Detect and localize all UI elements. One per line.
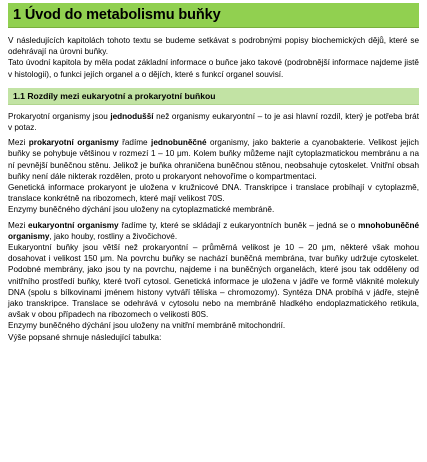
section-body [8, 111, 419, 343]
chapter-heading-text: 1 Úvod do metabolismu buňky [13, 7, 221, 23]
text-run: řadíme [118, 138, 152, 148]
text-run: než organismy eukaryontní – to je asi hlavní rozdíl, který je potřeba brát v potaz. [8, 111, 419, 133]
section-heading-text: 1.1 Rozdíly mezi eukaryotní a prokaryotní buňkou [13, 90, 216, 101]
text-run: řadíme ty, které se skládají z eukaryontních buněk – jedná se o [118, 220, 359, 230]
paragraph-eukaryote-description: Eukaryontní buňky jsou větší než prokaryontní – průměrná velikost je 10 – 20 μm, některé však mohou dosahovat i velikost 150 μm. Na povrchu buňky se nachází buněčná membrána, tvar buňky udržuje cytoskelet. Podobné membrány, jako jsou ty na povrchu, najdeme i na buněčných organelách, které jsou tak odděleny od vnitřního prostředí buňky, které tvoří cytosol. Genetická informace je uložena v jádře ve formě vláknité molekuly DNA (spolu s bílkovinami jménem histony vytváří tělíska – chromozomy). Syntéza DNA probíhá v jádře, stejně jako transkripce. Translace se odehrává v cytosolu nebo na membráně hladkého endoplazmatického retikula, avšak v obou případech na ribozomech o velikosti 80S. [8, 243, 419, 320]
paragraph-eukaryote-respiration: Enzymy buněčného dýchání jsou uloženy na vnitřní membráně mitochondrií. [8, 321, 286, 331]
document-page [0, 3, 427, 462]
intro-paragraph-2: Tato úvodní kapitola by měla podat základní informace o buňce jako takové (podrobnější informace najdeme jistě v histologii), o funkci jejích organel a o dějích, které s funkcí organel souvisí. [8, 58, 419, 79]
intro-block [8, 35, 419, 80]
paragraph-table-intro: Výše popsané shrnuje následující tabulka: [8, 332, 162, 342]
text-run: Mezi [8, 220, 29, 230]
paragraph-prokaryote-genetics: Genetická informace prokaryont je uložena v kružnicové DNA. Transkripce i translace probíhají v cytoplazmě, translace konkrétně na ribozomech, které mají velikost 70S. [8, 183, 419, 204]
bold-term: mnohobuněčné organismy [8, 220, 420, 241]
bold-term: jednodušší [110, 111, 154, 121]
text-run: Mezi [8, 138, 29, 148]
chapter-heading [8, 3, 419, 28]
text-run: Prokaryotní organismy jsou [8, 111, 111, 121]
bold-term: jednobuněčné [151, 138, 207, 148]
text-run: organismy, jako bakterie a cyanobakterie. Velikost jejich buňky se pohybuje většinou v rozmezí 1 – 10 μm. Kolem buňky můžeme najít cytoplazmatickou membránu a na ní pevnější buněčnou stěnu. Jelikož je buňka ohraničena buněčnou stěnou, neobsahuje cytoskelet. Vnitřní obsah buňky není dále nikterak rozdělen, proto u prokaryont nehovoříme o kompartmentaci. [8, 138, 419, 181]
paragraph-prokaryote-respiration: Enzymy buněčného dýchání jsou uloženy na cytoplazmatické membráně. [8, 205, 275, 215]
bold-term: eukaryontní organismy [28, 220, 119, 230]
paragraph-prokaryote-description [8, 137, 419, 182]
bold-term: prokaryotní organismy [28, 138, 119, 148]
section-heading [8, 88, 419, 105]
paragraph-prokaryotes-simple [8, 111, 419, 133]
text-run: , jako houby, rostliny a živočichové. [49, 231, 178, 241]
intro-paragraph-1: V následujících kapitolách tohoto textu se budeme setkávat s podrobnými popisy biochemických dějů, které se odehrávají na úrovni buňky. [8, 36, 419, 57]
paragraph-eukaryotes [8, 220, 419, 242]
